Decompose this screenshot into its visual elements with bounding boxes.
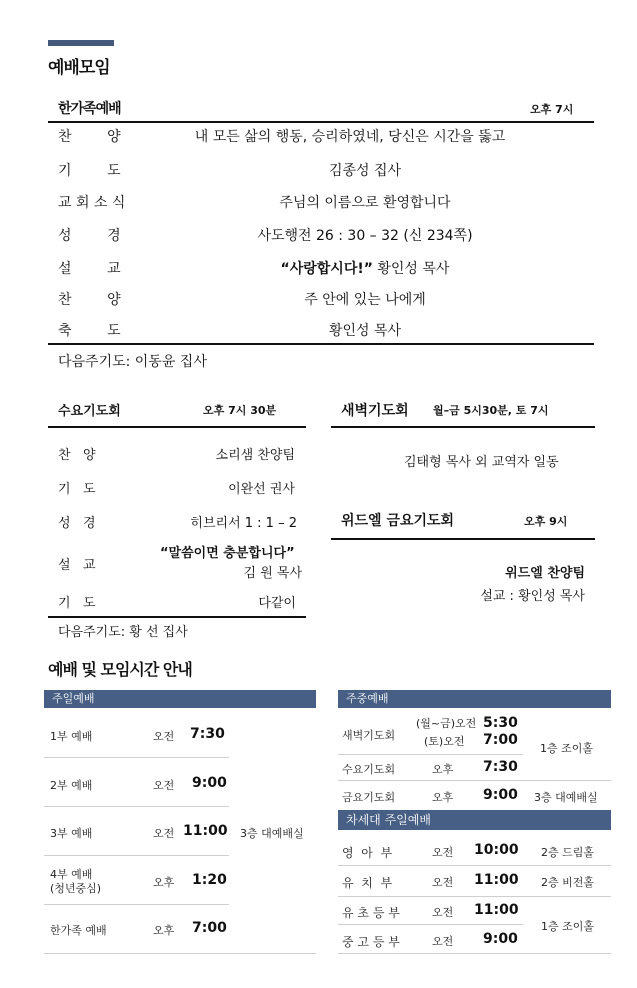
dawn-leader: 김태형 목사 외 교역자 일동 — [404, 455, 559, 470]
wednesday-row-label: 찬 양 — [58, 448, 96, 463]
next-row-time: 11:00 — [474, 902, 519, 918]
next-row-name: 유 초 등 부 — [342, 906, 400, 920]
sunday-row-time: 9:00 — [192, 775, 227, 791]
family-row-label: 축 도 — [58, 323, 121, 339]
next-generation-header: 차세대 주일예배 — [338, 810, 611, 830]
next-row-time: 11:00 — [474, 872, 519, 888]
dawn-title: 새벽기도회 — [341, 403, 409, 419]
sunday-row-ampm: 오후 — [153, 876, 175, 889]
section-accent-bar — [48, 40, 114, 46]
friday-sermon: 설교 : 황인성 목사 — [480, 589, 585, 604]
family-time: 오후 7시 — [530, 103, 574, 116]
family-row-value: 김종성 집사 — [328, 163, 402, 179]
next-divider — [338, 896, 611, 897]
sunday-row-name: 3부 예배 — [50, 827, 93, 840]
family-title: 한가족예배 — [58, 101, 121, 117]
family-sermon — [200, 258, 530, 278]
family-sermon-title: “사랑합시다!” — [280, 261, 373, 277]
sunday-bottom-line — [44, 953, 316, 954]
weekday-row-time: 5:30 — [483, 715, 518, 731]
family-row-value: 주 안에 있는 나에게 — [304, 292, 426, 308]
wednesday-row-label: 기 도 — [58, 482, 96, 497]
weekday-row-ampm: (토)오전 — [424, 735, 465, 748]
sunday-row-time: 11:00 — [183, 823, 228, 839]
family-row-label: 찬 양 — [58, 129, 121, 145]
sunday-row-ampm: 오후 — [153, 924, 175, 937]
sunday-row-time: 7:30 — [190, 726, 225, 742]
weekday-row-time: 7:00 — [483, 732, 518, 748]
weekday-header: 주중예배 — [338, 690, 611, 708]
next-row-name: 영 아 부 — [342, 846, 393, 860]
weekday-row-name: 금요기도회 — [342, 791, 396, 804]
sunday-divider — [44, 855, 229, 856]
family-row-label: 성 경 — [58, 228, 121, 244]
weekday-row-name: 새벽기도회 — [342, 729, 396, 742]
weekday-row-time: 7:30 — [483, 759, 518, 775]
next-row-name: 유 치 부 — [342, 876, 393, 890]
weekday-row-ampm: 오후 — [432, 791, 454, 804]
next-row-place: 2층 드림홀 — [541, 846, 594, 859]
wednesday-row-value: 히브리서 1 : 1 – 2 — [190, 516, 297, 531]
next-row-ampm: 오전 — [432, 935, 454, 948]
sunday-row-ampm: 오전 — [153, 779, 175, 792]
next-place: 1층 조이홀 — [541, 920, 594, 933]
wednesday-title: 수요기도회 — [58, 404, 121, 419]
family-row-value: 황인성 목사 — [328, 323, 402, 339]
sunday-row-name: 2부 예배 — [50, 779, 93, 792]
schedule-title: 예배 및 모임시간 안내 — [48, 660, 192, 679]
section-title: 예배모임 — [48, 58, 110, 78]
weekday-divider — [338, 754, 523, 755]
weekday-row-ampm: (월~금)오전 — [416, 717, 477, 730]
next-row-name: 중 고 등 부 — [342, 935, 400, 949]
sunday-place: 3층 대예배실 — [240, 827, 304, 840]
next-row-time: 10:00 — [474, 842, 519, 858]
sunday-row-time: 1:20 — [192, 872, 227, 888]
friday-team: 위드엘 찬양팀 — [505, 566, 585, 581]
next-divider — [338, 924, 523, 925]
wednesday-row-label: 성 경 — [58, 516, 96, 531]
friday-time: 오후 9시 — [524, 515, 568, 528]
wednesday-sermon-preacher: 김 원 목사 — [243, 566, 302, 581]
family-top-rule — [48, 121, 594, 123]
wednesday-next-prayer: 다음주기도: 황 선 집사 — [58, 625, 188, 640]
next-divider — [338, 865, 611, 866]
sunday-divider — [44, 806, 229, 807]
wednesday-row-label: 기 도 — [58, 596, 96, 611]
sunday-row-sub: (청년중심) — [50, 882, 102, 895]
sunday-row-name: 한가족 예배 — [50, 924, 107, 937]
family-bottom-rule — [48, 343, 594, 345]
family-row-label: 찬 양 — [58, 292, 121, 308]
next-row-ampm: 오전 — [432, 876, 454, 889]
next-row-ampm: 오전 — [432, 906, 454, 919]
weekday-place: 1층 조이홀 — [540, 742, 593, 755]
family-row-label: 교 회 소 식 — [58, 195, 126, 211]
family-sermon-preacher: 황인성 목사 — [372, 261, 450, 277]
sunday-row-ampm: 오전 — [153, 730, 175, 743]
wednesday-row-value: 이완선 권사 — [228, 482, 295, 497]
family-row-value: 주님의 이름으로 환영합니다 — [279, 195, 451, 211]
family-row-label: 설 교 — [58, 261, 121, 277]
next-row-place: 2층 비전홀 — [541, 876, 594, 889]
sunday-row-time: 7:00 — [192, 920, 227, 936]
family-row-value: 사도행전 26 : 30 – 32 (신 234쪽) — [257, 228, 473, 244]
sunday-divider — [44, 757, 229, 758]
friday-rule — [331, 538, 595, 540]
friday-title: 위드엘 금요기도회 — [341, 513, 455, 529]
wednesday-sermon-title: “말씀이면 충분합니다” — [160, 546, 295, 561]
family-row-value: 내 모든 삶의 행동, 승리하였네, 당신은 시간을 뚫고 — [194, 129, 506, 145]
wednesday-time: 오후 7시 30분 — [203, 404, 277, 417]
sunday-header: 주일예배 — [44, 690, 316, 708]
sunday-row-name: 4부 예배 — [50, 868, 93, 881]
weekday-row-name: 수요기도회 — [342, 763, 396, 776]
next-row-time: 9:00 — [483, 931, 518, 947]
weekday-row-ampm: 오후 — [432, 763, 454, 776]
next-row-ampm: 오전 — [432, 846, 454, 859]
wednesday-bottom-rule — [48, 616, 306, 618]
weekday-place: 3층 대예배실 — [534, 791, 598, 804]
weekday-divider — [338, 780, 611, 781]
wednesday-row-value: 다같이 — [258, 596, 296, 611]
sunday-divider — [44, 904, 229, 905]
wednesday-top-rule — [48, 426, 306, 428]
family-row-label: 기 도 — [58, 163, 121, 179]
wednesday-row-value: 소리샘 찬양팀 — [215, 448, 295, 463]
wednesday-row-label: 설 교 — [58, 558, 96, 573]
sunday-row-ampm: 오전 — [153, 827, 175, 840]
dawn-time: 월–금 5시30분, 토 7시 — [433, 404, 549, 417]
sunday-row-name: 1부 예배 — [50, 730, 93, 743]
family-next-prayer: 다음주기도: 이동윤 집사 — [58, 354, 207, 370]
dawn-rule — [331, 426, 595, 428]
weekday-bottom-line — [338, 953, 611, 954]
weekday-row-time: 9:00 — [483, 787, 518, 803]
